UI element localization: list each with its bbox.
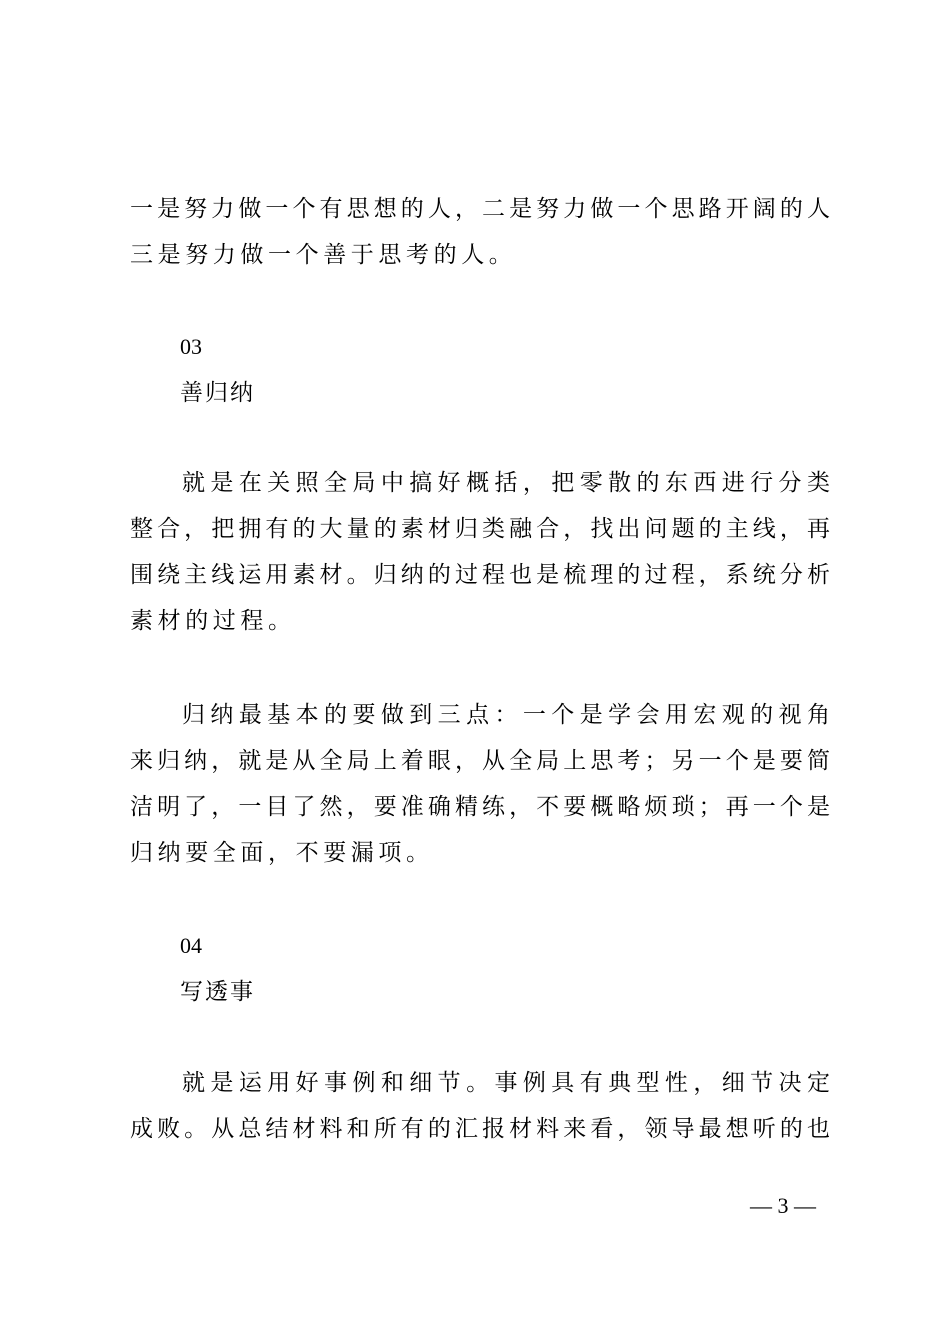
paragraph-line: 一 是 努 力 做 一 个 有 思 想 的 人 ， 二 是 努 力 做 一 个 思 路 开 阔 的 人 xyxy=(130,196,830,222)
paragraph-line: 成 败 。 从 总 结 材 料 和 所 有 的 汇 报 材 料 来 看 ， 领 导 最 想 听 的 也 xyxy=(130,1116,830,1142)
section-title: 善归纳 xyxy=(180,380,255,406)
page-number: — 3 — xyxy=(750,1193,816,1218)
paragraph-line: 来 归 纳 ， 就 是 从 全 局 上 着 眼 ， 从 全 局 上 思 考 ； 另 一 个 是 要 简 xyxy=(130,748,830,774)
paragraph-line: 就 是 运 用 好 事 例 和 细 节 。 事 例 具 有 典 型 性 ， 细 节 决 定 xyxy=(182,1070,830,1096)
paragraph-line: 归 纳 最 基 本 的 要 做 到 三 点 ： 一 个 是 学 会 用 宏 观 的 视 角 xyxy=(182,702,830,728)
paragraph-line: 就 是 在 关 照 全 局 中 搞 好 概 括 ， 把 零 散 的 东 西 进 行 分 类 xyxy=(182,470,830,496)
paragraph-line: 素材的过程。 xyxy=(130,608,296,634)
paragraph-line: 归纳要全面，不要漏项。 xyxy=(130,840,434,866)
section-number: 03 xyxy=(180,334,202,359)
paragraph-line: 整 合 ， 把 拥 有 的 大 量 的 素 材 归 类 融 合 ， 找 出 问 题 的 主 线 ， 再 xyxy=(130,516,830,542)
section-number: 04 xyxy=(180,933,202,958)
paragraph-line: 围 绕 主 线 运 用 素 材 。 归 纳 的 过 程 也 是 梳 理 的 过 程 ， 系 统 分 析 xyxy=(130,562,830,588)
paragraph-line: 三是努力做一个善于思考的人。 xyxy=(130,242,517,268)
section-title: 写透事 xyxy=(180,979,255,1005)
paragraph-line: 洁 明 了 ， 一 目 了 然 ， 要 准 确 精 练 ， 不 要 概 略 烦 琐 ； 再 一 个 是 xyxy=(130,794,830,820)
